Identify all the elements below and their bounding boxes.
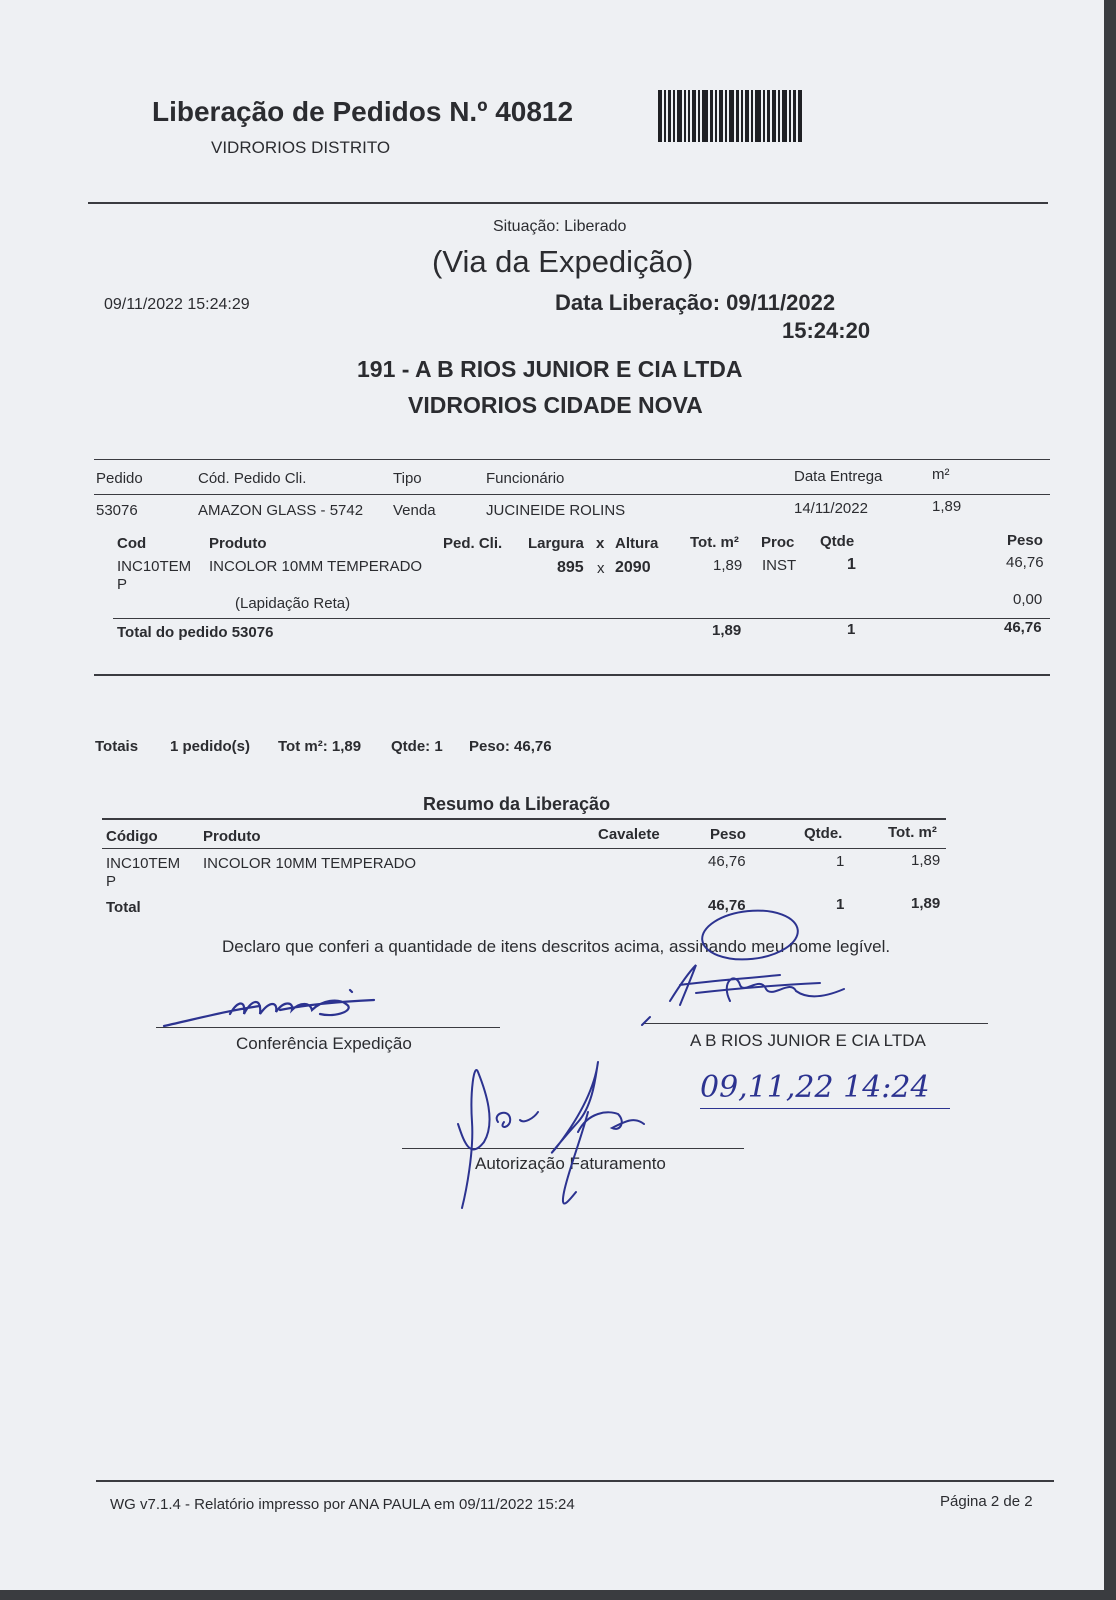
items-header-altura: Altura	[615, 535, 659, 552]
summary-codigo-line1: INC10TEM	[106, 855, 181, 872]
summary-top-rule	[102, 818, 946, 820]
order-header-m2: m²	[932, 466, 950, 483]
order-cod-pedido: AMAZON GLASS - 5742	[198, 502, 364, 519]
item-x: x	[597, 560, 605, 577]
declaration-text: Declaro que conferi a quantidade de itens descritos acima, assinando meu nome legível.	[222, 937, 891, 956]
item-tot-m2: 1,89	[713, 557, 743, 574]
footer-page: Página 2 de 2	[940, 1493, 1033, 1510]
client-branch: VIDRORIOS CIDADE NOVA	[408, 392, 703, 418]
order-header-tipo: Tipo	[393, 470, 422, 487]
order-header-pedido: Pedido	[96, 470, 143, 487]
items-header-largura: Largura	[528, 535, 584, 552]
situation-label: Situação: Liberado	[493, 218, 627, 235]
signature-label-right: A B RIOS JUNIOR E CIA LTDA	[690, 1031, 926, 1050]
summary-header-qtde: Qtde.	[804, 825, 843, 842]
via-label: (Via da Expedição)	[432, 244, 694, 279]
summary-qtde: 1	[836, 853, 845, 870]
totals-label: Totais	[95, 738, 139, 755]
handwritten-signature-auth	[448, 1052, 668, 1217]
handwritten-signature-right	[640, 905, 880, 1030]
sub-item-peso: 0,00	[1013, 591, 1043, 608]
summary-header-rule	[102, 848, 946, 849]
item-proc: INST	[762, 557, 797, 574]
order-table-header-rule	[94, 494, 1050, 495]
items-total-rule	[113, 618, 1050, 619]
item-cod-line1: INC10TEM	[117, 558, 192, 575]
print-datetime: 09/11/2022 15:24:29	[104, 296, 250, 313]
totals-peso: Peso: 46,76	[469, 738, 552, 755]
document-title: Liberação de Pedidos N.º 40812	[152, 96, 574, 127]
order-tipo: Venda	[393, 502, 436, 519]
order-total-peso: 46,76	[1004, 619, 1042, 636]
totals-qtde: Qtde: 1	[391, 738, 443, 755]
item-peso: 46,76	[1006, 554, 1044, 571]
order-data-entrega: 14/11/2022	[794, 500, 868, 517]
order-header-data-entrega: Data Entrega	[794, 468, 883, 485]
summary-title: Resumo da Liberação	[423, 794, 611, 814]
summary-header-codigo: Código	[106, 828, 158, 845]
summary-peso: 46,76	[708, 853, 746, 870]
totals-pedidos: 1 pedido(s)	[170, 738, 251, 755]
summary-total-peso: 46,76	[708, 897, 746, 914]
release-date: Data Liberação: 09/11/2022	[555, 290, 836, 315]
order-header-cod-pedido: Cód. Pedido Cli.	[198, 470, 307, 487]
client-name: 191 - A B RIOS JUNIOR E CIA LTDA	[357, 356, 743, 382]
header-divider	[88, 202, 1048, 204]
company-name: VIDRORIOS DISTRITO	[211, 138, 391, 157]
summary-header-cavalete: Cavalete	[598, 826, 660, 843]
items-header-proc: Proc	[761, 534, 795, 551]
items-header-cod: Cod	[117, 535, 147, 552]
order-m2: 1,89	[932, 498, 962, 515]
item-produto: INCOLOR 10MM TEMPERADO	[209, 558, 423, 575]
items-header-peso: Peso	[1007, 532, 1043, 549]
summary-codigo-line2: P	[106, 873, 117, 890]
order-total-qtde: 1	[847, 621, 856, 638]
item-cod-line2: P	[117, 576, 128, 593]
handwritten-signature-left	[160, 980, 390, 1035]
items-header-produto: Produto	[209, 535, 267, 552]
release-time: 15:24:20	[782, 318, 871, 343]
item-largura: 895	[557, 559, 584, 576]
item-qtde: 1	[847, 556, 856, 573]
footer-rule	[96, 1480, 1054, 1482]
handwritten-date: 09,11,22 14:24	[700, 1070, 930, 1105]
signature-label-left: Conferência Expedição	[236, 1034, 412, 1053]
order-funcionario: JUCINEIDE ROLINS	[486, 502, 626, 519]
items-header-tot-m2: Tot. m²	[690, 534, 739, 551]
signature-label-auth: Autorização Faturamento	[475, 1154, 666, 1173]
order-header-funcionario: Funcionário	[486, 470, 565, 487]
handwritten-date-underline	[700, 1108, 950, 1109]
summary-header-produto: Produto	[203, 828, 261, 845]
items-bottom-rule	[94, 674, 1050, 676]
totals-m2: Tot m²: 1,89	[278, 738, 362, 755]
summary-total-qtde: 1	[836, 896, 845, 913]
items-header-qtde: Qtde	[820, 533, 855, 550]
footer-printed-by: WG v7.1.4 - Relatório impresso por ANA PAULA em 09/11/2022 15:24	[110, 1496, 575, 1513]
summary-header-tot-m2: Tot. m²	[888, 824, 937, 841]
summary-total-label: Total	[106, 899, 141, 916]
sub-item-label: (Lapidação Reta)	[235, 595, 351, 612]
item-altura: 2090	[615, 559, 651, 576]
order-total-label: Total do pedido 53076	[117, 624, 274, 641]
summary-tot-m2: 1,89	[911, 852, 941, 869]
order-table-top-rule	[94, 459, 1050, 460]
summary-produto: INCOLOR 10MM TEMPERADO	[203, 855, 417, 872]
order-total-m2: 1,89	[712, 622, 742, 639]
items-header-ped-cli: Ped. Cli.	[443, 535, 503, 552]
barcode-graphic	[658, 90, 828, 142]
summary-header-peso: Peso	[710, 826, 746, 843]
items-header-x: x	[596, 535, 605, 552]
order-pedido: 53076	[96, 502, 138, 519]
summary-total-tot-m2: 1,89	[911, 895, 941, 912]
